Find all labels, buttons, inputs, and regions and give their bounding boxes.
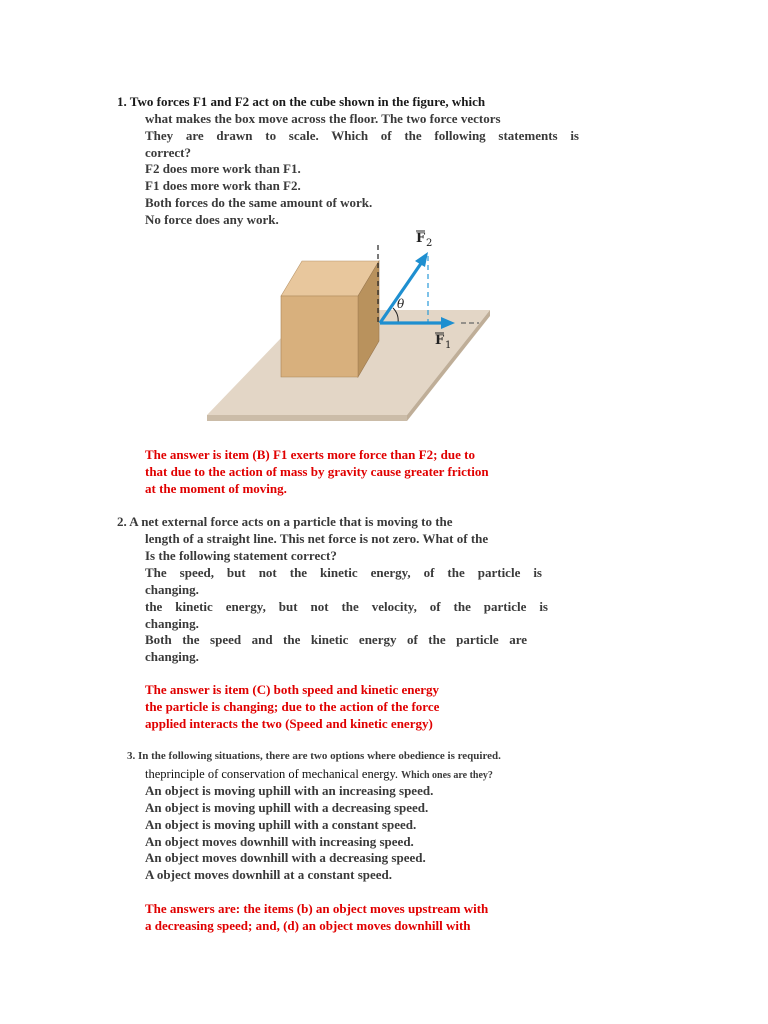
f2-letter: F <box>416 231 426 246</box>
f2-arrowhead <box>415 252 428 267</box>
q2-answer-line-3: applied interacts the two (Speed and kinetic energy) <box>145 716 433 731</box>
q1-line-2: what makes the box move across the floor. The two force vectors <box>145 111 501 126</box>
q3-option-a: An object is moving uphill with an increasing speed. <box>145 783 434 798</box>
theta-label: θ <box>397 297 405 311</box>
q1-option-c: Both forces do the same amount of work. <box>145 195 373 210</box>
f1-letter: F <box>435 333 445 348</box>
q3-answer-line-2: a decreasing speed; and, (d) an object moves downhill with <box>145 918 471 933</box>
q3-heading: 3. In the following situations, there are two options where obedience is required. <box>127 750 501 762</box>
q2-line-1: 2. A net external force acts on a particle that is moving to the <box>117 514 453 529</box>
q1-line-3: They are drawn to scale. Which of the following statements is <box>145 128 579 143</box>
q2-option-b: the kinetic energy, but not the velocity, of the particle is <box>145 599 548 614</box>
q3-answer-line-1: The answers are: the items (b) an object moves upstream with <box>145 901 489 916</box>
q2-option-c: Both the speed and the kinetic energy of the particle are <box>145 632 527 647</box>
f1-subscript: 1 <box>445 340 452 351</box>
force-figure <box>195 228 515 438</box>
q2-option-b-cont: changing. <box>145 616 199 631</box>
q3-option-c: An object is moving uphill with a constant speed. <box>145 817 417 832</box>
q3-principle: principle of conservation of mechanical energy <box>160 767 395 781</box>
q2-option-a: The speed, but not the kinetic energy, of the particle is <box>145 565 542 580</box>
q3-option-f: A object moves downhill at a constant speed. <box>145 867 393 882</box>
q1-line-1: 1. Two forces F1 and F2 act on the cube shown in the figure, which <box>117 94 486 109</box>
q1-line-4: correct? <box>145 145 191 160</box>
q2-answer-line-1: The answer is item (C) both speed and kinetic energy <box>145 682 440 697</box>
q2-line-3: Is the following statement correct? <box>145 548 337 563</box>
q3-which-ones: Which ones are they? <box>401 770 493 781</box>
q2-option-c-cont: changing. <box>145 649 199 664</box>
q3-period: . <box>394 767 402 781</box>
q1-answer-line-3: at the moment of moving. <box>145 481 287 496</box>
q1-option-b: F1 does more work than F2. <box>145 178 301 193</box>
q2-option-a-cont: changing. <box>145 582 199 597</box>
q1-answer-line-1: The answer is item (B) F1 exerts more force than F2; due to <box>145 447 475 462</box>
q3-option-b: An object is moving uphill with a decreasing speed. <box>145 800 429 815</box>
cube-front <box>281 296 358 377</box>
f2-label <box>416 231 432 249</box>
q3-option-d: An object moves downhill with increasing speed. <box>145 834 414 849</box>
q3-option-e: An object moves downhill with a decreasing speed. <box>145 850 426 865</box>
f2-subscript: 2 <box>426 238 433 249</box>
floor-edge <box>207 415 407 421</box>
q1-answer-line-2: that due to the action of mass by gravity cause greater friction <box>145 464 489 479</box>
q2-answer-line-2: the particle is changing; due to the action of the force <box>145 699 440 714</box>
q1-option-a: F2 does more work than F1. <box>145 161 301 176</box>
q3-line-2 <box>145 766 493 784</box>
q1-option-d: No force does any work. <box>145 212 279 227</box>
q3-the: the <box>145 767 161 781</box>
q2-line-2: length of a straight line. This net force is not zero. What of the <box>145 531 489 546</box>
